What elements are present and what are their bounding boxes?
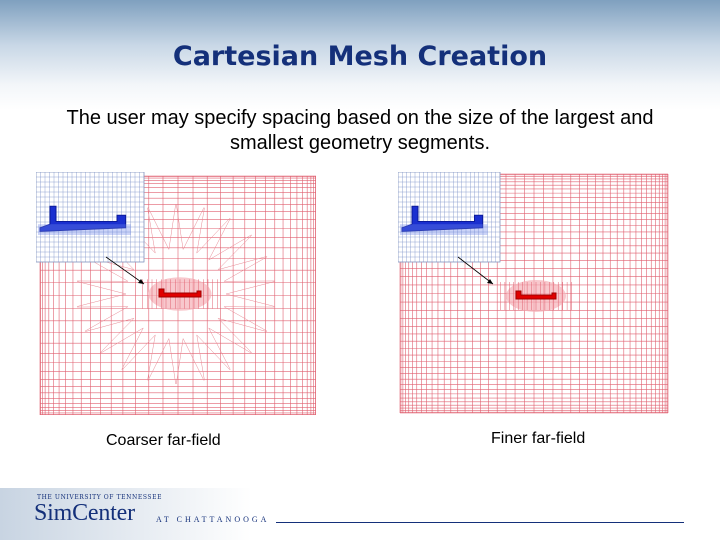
- slide-body-text: The user may specify spacing based on the size of the largest and smallest geometry segments.: [66, 107, 654, 154]
- fine-caption: Finer far-field: [491, 430, 586, 447]
- coarse-mesh-figure: [36, 172, 316, 415]
- fine-mesh-figure: [398, 172, 670, 415]
- simcenter-sub: AT CHATTANOOGA: [156, 515, 270, 524]
- slide-title: Cartesian Mesh Creation: [172, 41, 548, 72]
- footer-rule: [276, 522, 684, 523]
- coarse-caption: Coarser far-field: [106, 432, 221, 449]
- simcenter-logo: SimCenter: [34, 500, 135, 526]
- university-name: THE UNIVERSITY OF TENNESSEE: [37, 494, 163, 501]
